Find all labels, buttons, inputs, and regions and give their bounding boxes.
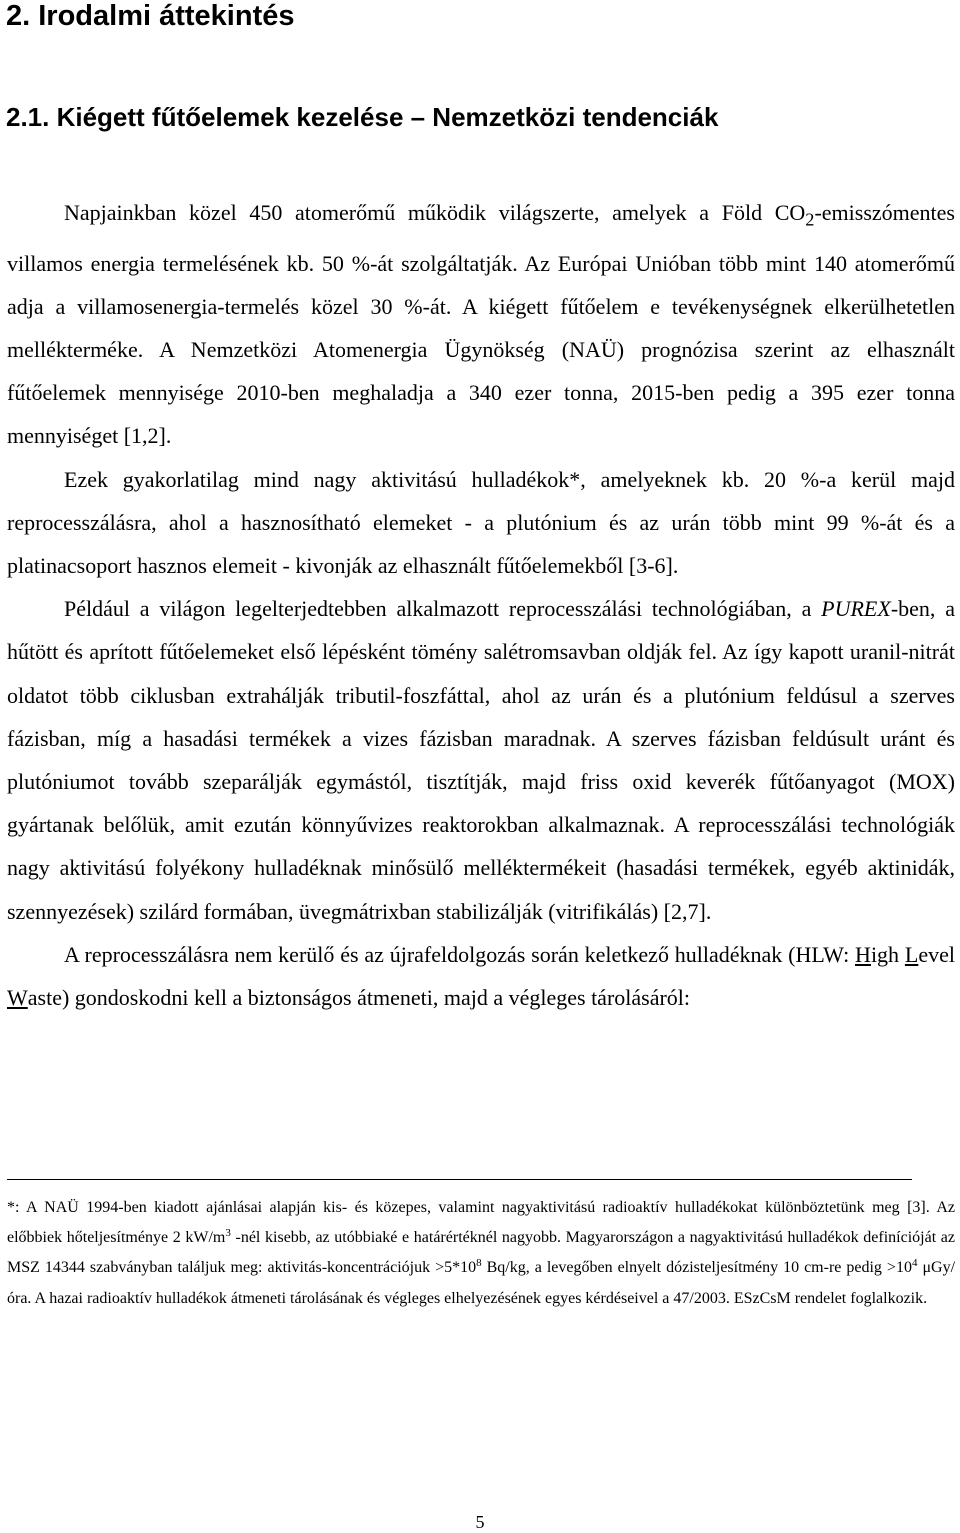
subscript: 2 bbox=[805, 209, 815, 230]
purex-term: PUREX bbox=[821, 596, 891, 622]
page-number: 5 bbox=[475, 1512, 485, 1532]
paragraph-1: Napjainkban közel 450 atomerőmű működik világszerte, amelyek a Föld $CO_2$-emisszómentes villamos energia termelésének kb. 50 %-át szolgáltatják. Az Európai Unióban több mint 140 atomerőmű adja a villamosenergia-termelés közel 30 %-át. A kiégett fűtőelem e tevékenységnek elkerülhetetlen mellékterméke. A Nemzetközi Atomenergia Ügynökség (NAÜ) prognózisa szerint az elhasznált fűtőelemek mennyisége 2010-ben meghaladja a 340 ezer tonna, 2015-ben pedig a 395 ezer tonna mennyiséget [1,2]. bbox=[7, 200, 955, 449]
paragraph-4: A reprocesszálásra nem kerülő és az újrafeldolgozás során keletkező hulladéknak (HLW: High Level Waste) gondoskodni kell a biztonságos átmeneti, majd a végleges tárolásáról: bbox=[7, 941, 955, 1011]
paragraph-2: Ezek gyakorlatilag mind nagy aktivitású hulladékok*, amelyeknek kb. 20 %-a kerül majd reprocesszálásra, ahol a hasznosítható elemeket - a plutónium és az urán több mint 99 %-át és a platinacsoport hasznos elemeit - kivonják az elhasznált fűtőelemekből [3-6]. bbox=[7, 466, 955, 579]
chapter-heading: 2. Irodalmi áttekintés bbox=[6, 0, 295, 32]
paragraph-3: Például a világon legelterjedtebben alkalmazott reprocesszálási technológiában, a PUREX-ben, a hűtött és aprított fűtőelemeket első lépésként tömény salétromsavban oldják fel. Az így kapott uranil-nitrát oldatot több ciklusban extrahálják tributil-foszfáttal, ahol az urán és a plutónium feldúsul a szerves fázisban, míg a hasadási termékek a vizes fázisban maradnak. A szerves fázisban feldúsult uránt és plutóniumot tovább szeparálják egymástól, tisztítják, majd friss oxid keverék fűtőanyagot (MOX) gyártanak belőlük, amit ezután könnyűvizes reaktorokban alkalmaznak. A reprocesszálási technológiák nagy aktivitású folyékony hulladéknak minősülő melléktermékeit (hasadási termékek, egyéb aktinidák, szennyezések) szilárd formában, üvegmátrixban stabilizálják (vitrifikálás) [2,7]. bbox=[7, 596, 955, 924]
footnote: *: A NAÜ 1994-ben kiadott ajánlásai alapján kis- és közepes, valamint nagyaktivitású radioaktív hulladékokat különböztetünk meg [3]. Az előbbiek hőteljesítménye 2 $kW/m^3$ -nél kisebb, az utóbbiaké e határértéknél nagyobb. Magyarországon a nagyaktivitású hulladékok definícióját az MSZ 14344 szabványban találjuk meg: aktivitás-koncentrációjuk $>5*10^8$ Bq/kg, a levegőben elnyelt dózisteljesítmény 10 cm-re pedig $>10^4$ μGy/óra. A hazai radioaktív hulladékok átmeneti tárolásának és végleges elhelyezésének egyes kérdéseivel a 47/2003. ESzCsM rendelet foglalkozik. bbox=[7, 1199, 956, 1307]
footnote-separator bbox=[7, 1179, 912, 1180]
section-heading: 2.1. Kiégett fűtőelemek kezelése – Nemzetközi tendenciák bbox=[6, 102, 719, 132]
body-text bbox=[7, 191, 955, 1019]
